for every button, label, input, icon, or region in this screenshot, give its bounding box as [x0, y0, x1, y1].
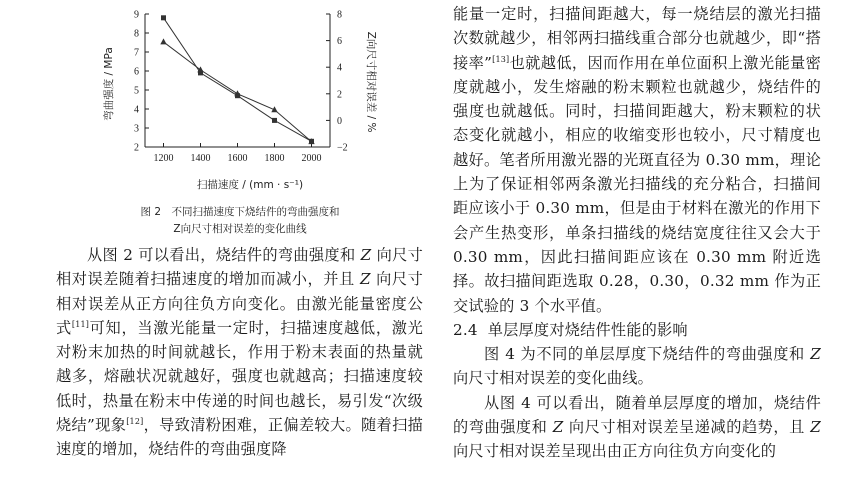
- section-title: 单层厚度对烧结件性能的影响: [487, 320, 688, 339]
- y-left-tick-label: 6: [134, 66, 139, 78]
- y-right-tick-label: −2: [337, 142, 348, 154]
- y-left-tick-label: 8: [134, 28, 139, 40]
- text-span: 向尺寸相对误差的变化曲线。: [453, 369, 654, 388]
- y-left-tick-label: 9: [134, 9, 139, 21]
- text-span: 从图 4 可以看出，随着单层厚度的增加，烧结件的弯曲强度和: [453, 393, 821, 437]
- y-axis-left-label: 弯曲强度 / MPa: [103, 47, 115, 121]
- figure-caption: [60, 204, 420, 238]
- y-left-tick-label: 2: [134, 142, 139, 154]
- figure-2-chart: [100, 2, 390, 194]
- y-right-tick-label: 8: [337, 9, 342, 21]
- data-point-triangle: [160, 38, 166, 44]
- section-heading: [453, 318, 821, 342]
- right-paragraph-2: [453, 342, 821, 391]
- italic-z: Z: [810, 418, 821, 437]
- y-left-tick-label: 3: [134, 123, 139, 135]
- text-span: 从图 2 可以看出，烧结件的弯曲强度和: [87, 246, 361, 264]
- x-tick-label: 1600: [227, 153, 248, 164]
- x-tick-label: 1200: [153, 153, 174, 164]
- text-span: 向尺寸相对误差呈递减的趋势，且: [563, 418, 811, 437]
- text-span: 向尺寸相对误差从正方向往负方向变化。由激光能量密度公式: [56, 270, 423, 337]
- x-tick-label: 2000: [301, 153, 322, 164]
- y-left-tick-label: 4: [134, 104, 139, 116]
- data-point-square: [272, 118, 277, 123]
- italic-z: Z: [810, 345, 821, 364]
- text-span: ，导致清粉困难，正偏差较大。随着扫描速度的增加，烧结件的弯曲强度降: [56, 416, 423, 459]
- text-span: 能量一定时，扫描间距越大，每一烧结层的激光扫描次数就越少，相邻两扫描线重合部分也就越少，即“搭接率”: [453, 5, 821, 72]
- text-span: 可知，当激光能量一定时，扫描速度越低，激光对粉末加热的时间就越长，作用于粉末表面的热量就越多，熔融状况就越好，强度也就越高；扫描速度较低时，热量在粉末中传递的时间也越长，易引发“次级烧结”现象: [56, 318, 424, 435]
- text-span: 图 4 为不同的单层厚度下烧结件的弯曲强度和: [484, 345, 811, 364]
- x-axis-label: 扫描速度 / (mm · s⁻¹): [196, 179, 304, 191]
- y-right-tick-label: 0: [337, 115, 342, 127]
- y-axis-right-label: Z向尺寸相对误差 / %: [365, 31, 377, 133]
- y-right-tick-label: 2: [337, 89, 342, 101]
- citation-ref: [12]: [126, 417, 144, 427]
- text-span: 向尺寸相对误差呈现出由正方向往负方向变化的: [453, 442, 777, 461]
- italic-z: Z: [552, 418, 564, 437]
- section-number: 2.4: [453, 320, 478, 339]
- y-right-tick-label: 4: [337, 62, 342, 74]
- y-right-tick-label: 6: [337, 36, 342, 48]
- right-paragraph-1: [453, 2, 821, 318]
- text-span: 向尺寸相对误差随着扫描速度的增加而减小，并且: [56, 246, 423, 289]
- x-tick-label: 1400: [190, 153, 211, 164]
- y-left-tick-label: 7: [134, 47, 139, 59]
- italic-z: Z: [360, 270, 371, 289]
- data-point-square: [161, 15, 166, 20]
- left-column: [56, 243, 423, 462]
- right-column: [453, 2, 821, 464]
- citation-ref: [11]: [71, 319, 90, 329]
- right-paragraph-3: [453, 391, 821, 464]
- citation-ref: [13]: [492, 54, 510, 64]
- text-span: 也就越低，因而作用在单位面积上激光能量密度就越小，发生熔融的粉末颗粒也就越少，烧结件的强度也就越低。同时，扫描间距越大，粉末颗粒的状态变化就越小，相应的收缩变形也较小，尺寸精度也越好。笔者所用激光器的光斑直径为 0.30 mm，理论上为了保证相邻两条激光扫描线的充分粘合，扫描间距应该小于 0.30 mm，但是由于材料在激光的作用下会产生热变形，单条扫描线的烧结宽度往往又会大于 0.30 mm，因此扫描间距应该在 0.30 mm 附近选择。故扫描间距选取 0.28，0.30，0.32 mm 作为正交试验的 3 个水平值。: [453, 53, 822, 315]
- chart-svg: [100, 2, 390, 194]
- x-tick-label: 1800: [264, 153, 285, 164]
- left-paragraph-1: [56, 243, 423, 462]
- italic-z: Z: [360, 246, 372, 264]
- y-left-tick-label: 5: [134, 85, 139, 97]
- caption-line-1: 图 2 不同扫描速度下烧结件的弯曲强度和: [140, 206, 340, 218]
- caption-line-2: Z向尺寸相对误差的变化曲线: [173, 223, 307, 235]
